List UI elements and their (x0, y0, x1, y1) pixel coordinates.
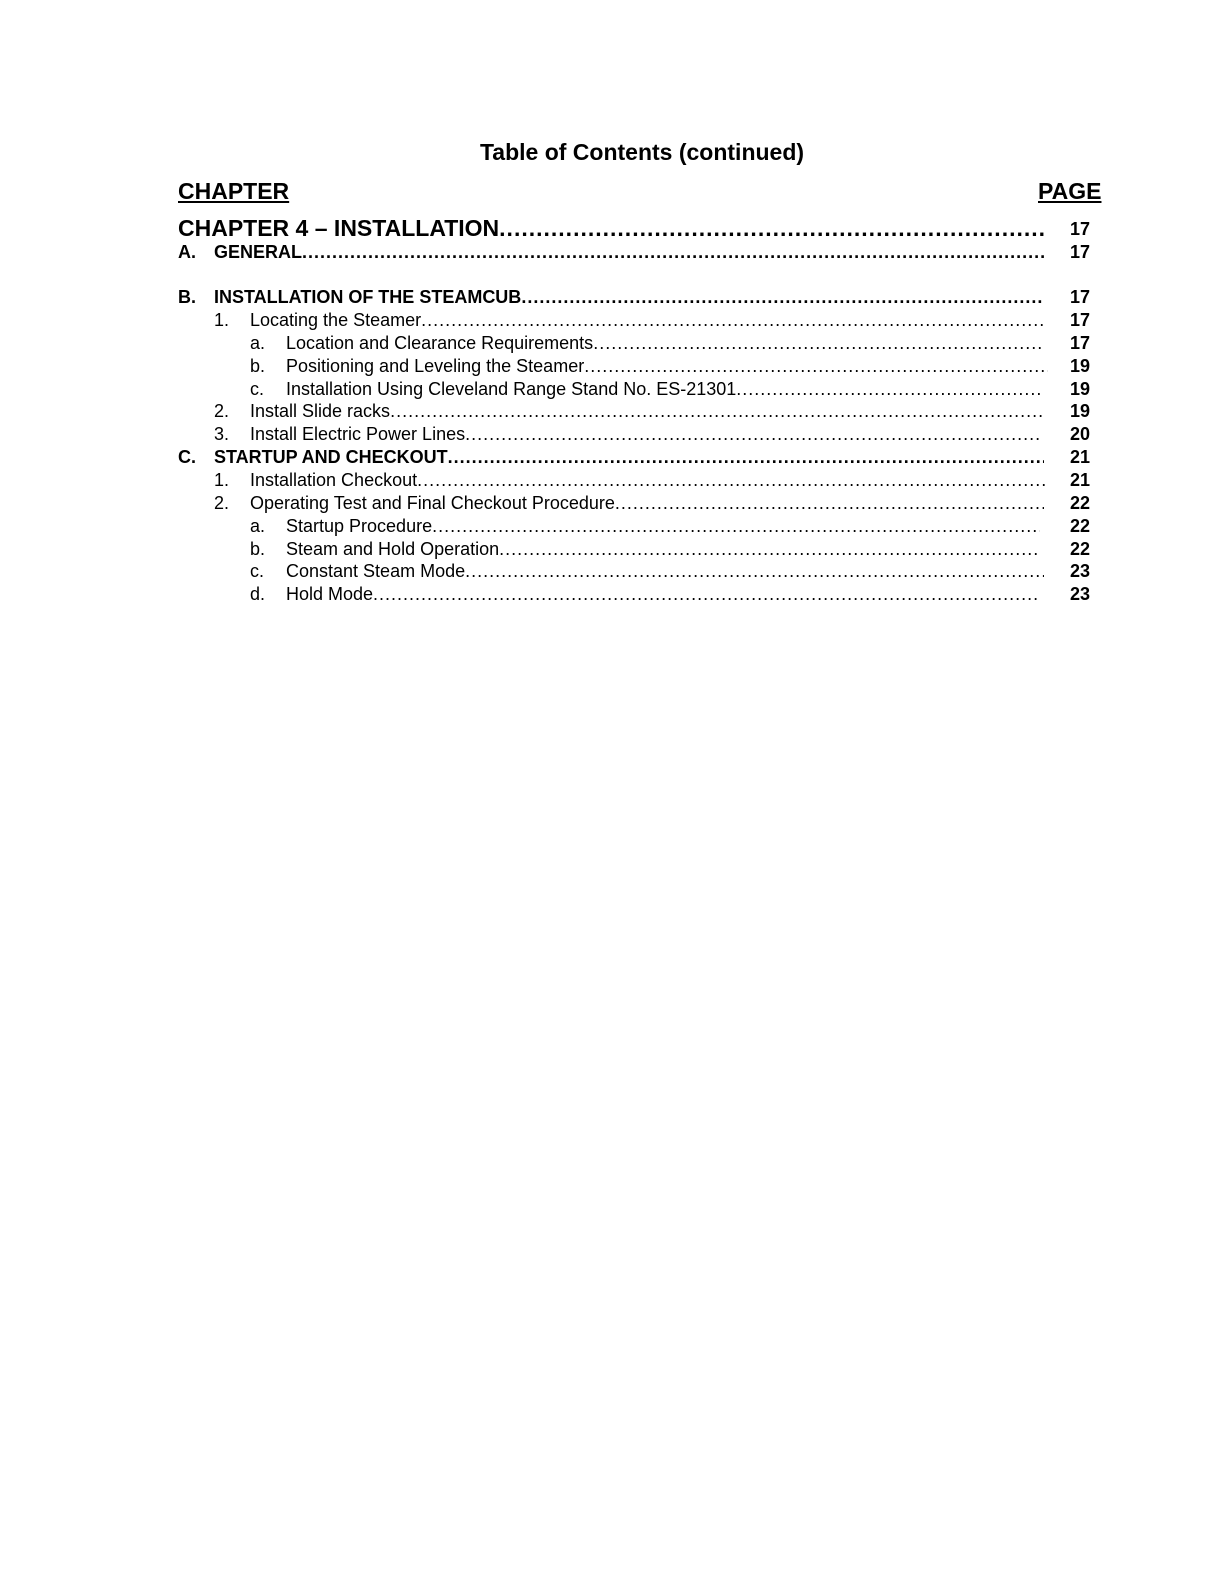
toc-entry-label: Installation Using Cleveland Range Stand No. ES-21301 (286, 379, 737, 399)
toc-page-number: 19 (1069, 401, 1091, 421)
toc-entry-label: GENERAL (214, 242, 303, 262)
toc-entry-marker: 1. (214, 470, 230, 490)
toc-entry-marker: 2. (214, 401, 230, 421)
toc-entry-install-slide-racks[interactable] (214, 400, 1044, 422)
toc-entry-installation-checkout[interactable] (214, 469, 1048, 491)
toc-page-number: 17 (1069, 333, 1091, 353)
toc-entry-marker: c. (250, 561, 265, 581)
toc-entry-startup-and-checkout[interactable] (178, 446, 1044, 468)
toc-entry-label: CHAPTER 4 – INSTALLATION (178, 215, 500, 241)
toc-entry-positioning-leveling[interactable] (250, 355, 1048, 377)
toc-entry-steam-and-hold[interactable] (250, 538, 1040, 560)
toc-page-number: 17 (1069, 219, 1091, 239)
toc-entry-label: Constant Steam Mode (286, 561, 466, 581)
toc-entry-general[interactable] (178, 241, 1044, 263)
dot-leader (302, 241, 1044, 263)
toc-entry-marker: d. (250, 584, 266, 604)
dot-leader (465, 560, 1044, 582)
page-title: Table of Contents (continued) (479, 139, 805, 165)
toc-page-number: 21 (1069, 470, 1091, 490)
dot-leader (584, 355, 1048, 377)
dot-leader (499, 214, 1044, 242)
toc-entry-installation-of-steamcub[interactable] (178, 286, 1044, 308)
toc-entry-label: Install Electric Power Lines (250, 424, 466, 444)
toc-entry-label: Steam and Hold Operation (286, 539, 500, 559)
toc-entry-locating-the-steamer[interactable] (214, 309, 1044, 331)
dot-leader (448, 446, 1044, 468)
toc-page-number: 22 (1069, 539, 1091, 559)
dot-leader (390, 400, 1044, 422)
toc-entry-installation-using-stand[interactable] (250, 378, 1044, 400)
toc-entry-marker: b. (250, 539, 266, 559)
dot-leader (465, 423, 1040, 445)
toc-entry-label: Startup Procedure (286, 516, 433, 536)
toc-entry-label: INSTALLATION OF THE STEAMCUB (214, 287, 522, 307)
toc-entry-marker: 3. (214, 424, 230, 444)
chapter-column-header: CHAPTER (178, 178, 290, 204)
toc-entry-label: Location and Clearance Requirements (286, 333, 594, 353)
toc-entry-marker: a. (250, 516, 266, 536)
dot-leader (432, 515, 1040, 537)
toc-entry-label: Operating Test and Final Checkout Procedure (250, 493, 615, 513)
toc-entry-marker: c. (250, 379, 265, 399)
toc-page-number: 17 (1069, 287, 1091, 307)
toc-entry-location-clearance[interactable] (250, 332, 1044, 354)
toc-entry-label: Install Slide racks (250, 401, 391, 421)
toc-entry-operating-test[interactable] (214, 492, 1044, 514)
toc-page-number: 23 (1069, 584, 1091, 604)
dot-leader (499, 538, 1040, 560)
dot-leader (593, 332, 1044, 354)
dot-leader (736, 378, 1044, 400)
toc-entry-label: Locating the Steamer (250, 310, 422, 330)
toc-page-number: 17 (1069, 310, 1091, 330)
toc-entry-hold-mode[interactable] (250, 583, 1040, 605)
dot-leader (521, 286, 1044, 308)
toc-entry-label: Positioning and Leveling the Steamer (286, 356, 585, 376)
toc-page-number: 23 (1069, 561, 1091, 581)
toc-entry-marker: B. (178, 287, 196, 307)
toc-entry-marker: 1. (214, 310, 230, 330)
toc-entry-marker: 2. (214, 493, 230, 513)
toc-entry-constant-steam-mode[interactable] (250, 560, 1044, 582)
toc-entry-marker: a. (250, 333, 266, 353)
toc-page-number: 20 (1069, 424, 1091, 444)
toc-entry-marker: A. (178, 242, 196, 262)
toc-entry-startup-procedure[interactable] (250, 515, 1040, 537)
toc-page-number: 17 (1069, 242, 1091, 262)
dot-leader (421, 309, 1044, 331)
toc-entry-marker: b. (250, 356, 266, 376)
toc-page-number: 19 (1069, 356, 1091, 376)
toc-entry-install-electric-power-lines[interactable] (214, 423, 1040, 445)
dot-leader (615, 492, 1044, 514)
toc-page-number: 19 (1069, 379, 1091, 399)
toc-page-number: 22 (1069, 493, 1091, 513)
dot-leader (373, 583, 1040, 605)
toc-entry-label: Installation Checkout (250, 470, 418, 490)
toc-entry-chapter-4[interactable] (178, 214, 1044, 242)
dot-leader (417, 469, 1048, 491)
page-column-header: PAGE (1038, 178, 1102, 204)
toc-entry-marker: C. (178, 447, 196, 467)
toc-page-number: 21 (1069, 447, 1091, 467)
toc-page-number: 22 (1069, 516, 1091, 536)
toc-entry-label: Hold Mode (286, 584, 374, 604)
toc-entry-label: STARTUP AND CHECKOUT (214, 447, 448, 467)
